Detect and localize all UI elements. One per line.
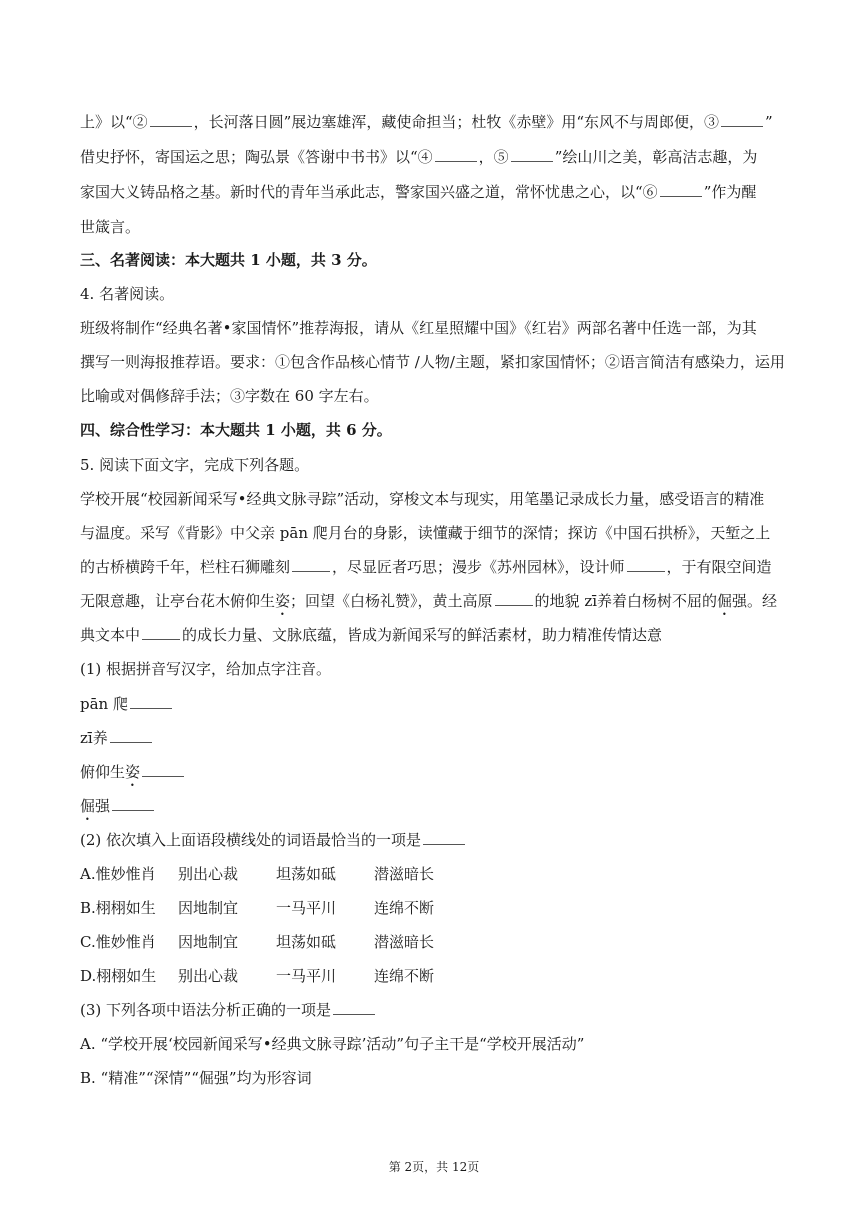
sub-question-3-title: (3) 下列各项中语法分析正确的一项是 xyxy=(80,1000,800,1020)
answer-blank xyxy=(130,694,172,709)
blank-3 xyxy=(721,112,763,127)
question-5-passage-line-1: 学校开展“校园新闻采写•经典文脉寻踪”活动，穿梭文本与现实，用笔墨记录成长力量，感受语言的精准 xyxy=(80,490,765,508)
section-3-heading: 三、名著阅读：本大题共 1 小题，共 3 分。 xyxy=(80,251,377,269)
sub-question-1-item-1: pān 爬 xyxy=(80,694,800,714)
poem-paragraph-line-3: 家国大义铸品格之基。新时代的青年当承此志，警家国兴盛之道，常怀忧患之心，以“⑥ ”作为醒 xyxy=(80,183,757,201)
sub-question-1-item-4: 倔强 xyxy=(80,796,800,824)
question-5-passage-line-4: 无限意趣，让亭台花木俯仰生姿；回望《白杨礼赞》，黄土高原 的地貌 zī养着白杨树不屈的倔强。经 xyxy=(80,592,778,610)
blank-b xyxy=(627,557,665,572)
answer-blank xyxy=(112,796,154,811)
sub-question-3-option-a: A. “学校开展‘校园新闻采写•经典文脉寻踪’活动”句子主干是“学校开展活动” xyxy=(80,1035,585,1053)
answer-blank xyxy=(423,830,465,845)
option-c: C.惟妙惟肖 因地制宜 坦荡如砥 潜滋暗长 xyxy=(80,933,435,951)
poem-paragraph-line-4: 世箴言。 xyxy=(80,218,141,236)
blank-a xyxy=(292,557,330,572)
page-footer: 第 2页，共 12页 xyxy=(388,1160,480,1174)
option-b: B.栩栩如生 因地制宜 一马平川 连绵不断 xyxy=(80,899,435,917)
answer-blank xyxy=(142,762,184,777)
blank-d xyxy=(142,625,180,640)
sub-question-1-item-3: 俯仰生姿 xyxy=(80,762,800,790)
question-5-passage-line-5: 典文本中 的成长力量、文脉底蕴，皆成为新闻采写的鲜活素材，助力精准传情达意 xyxy=(80,626,663,644)
sub-question-3-option-b: B. “精准”“深情”“倔强”均为形容词 xyxy=(80,1069,312,1087)
question-4-title: 4. 名著阅读。 xyxy=(80,285,175,303)
question-5-passage-line-2: 与温度。采写《背影》中父亲 pān 爬月台的身影，读懂藏于细节的深情；探访《中国石拱桥》，天堑之上 xyxy=(80,524,771,542)
poem-paragraph-line-2: 借史抒怀，寄国运之思；陶弘景《答谢中书书》以“④ ，⑤ ”绘山川之美，彰高洁志趣，为 xyxy=(80,148,758,166)
option-a: A.惟妙惟肖 别出心裁 坦荡如砥 潜滋暗长 xyxy=(80,865,435,883)
section-4-heading: 四、综合性学习：本大题共 1 小题，共 6 分。 xyxy=(80,421,392,439)
sub-question-2-title: (2) 依次填入上面语段横线处的词语最恰当的一项是 xyxy=(80,830,800,850)
blank-4 xyxy=(435,147,477,162)
blank-c xyxy=(495,591,533,606)
answer-blank xyxy=(333,1000,375,1015)
blank-6 xyxy=(660,182,702,197)
sub-question-1-item-2: zī养 xyxy=(80,728,800,748)
question-4-line-3: 比喻或对偶修辞手法；③字数在 60 字左右。 xyxy=(80,387,379,405)
question-4-line-1: 班级将制作“经典名著•家国情怀”推荐海报，请从《红星照耀中国》《红岩》两部名著中任选一部，为其 xyxy=(80,319,757,337)
question-5-passage-line-3: 的古桥横跨千年，栏柱石狮雕刻 ，尽显匠者巧思；漫步《苏州园林》，设计师 ，于有限空间造 xyxy=(80,558,772,576)
option-d: D.栩栩如生 别出心裁 一马平川 连绵不断 xyxy=(80,967,435,985)
question-5-title: 5. 阅读下面文字，完成下列各题。 xyxy=(80,456,310,474)
blank-2 xyxy=(150,112,192,127)
answer-blank xyxy=(110,728,152,743)
blank-5 xyxy=(511,147,553,162)
sub-question-1-title: (1) 根据拼音写汉字，给加点字注音。 xyxy=(80,660,332,678)
poem-paragraph-line-1: 上》以“② ，长河落日圆”展边塞雄浑，藏使命担当；杜牧《赤壁》用“东风不与周郎便，③ ” xyxy=(80,113,773,131)
question-4-line-2: 撰写一则海报推荐语。要求：①包含作品核心情节 /人物/主题，紧扣家国情怀；②语言简洁有感染力，运用 xyxy=(80,353,785,371)
